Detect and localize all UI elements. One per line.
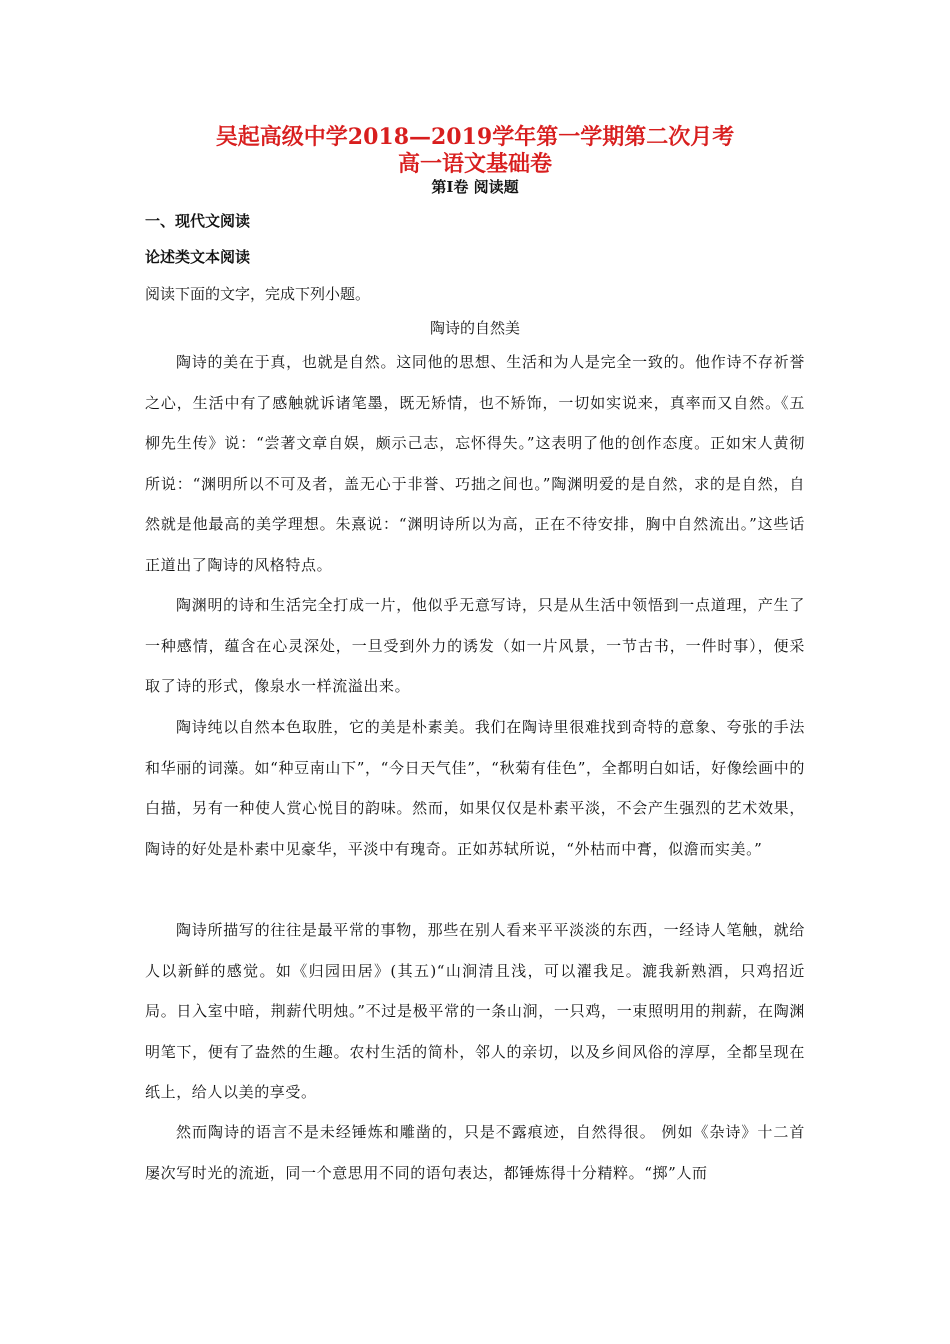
part-heading: 一、现代文阅读 [145, 212, 251, 230]
essay-paragraph-4: 陶诗所描写的往往是最平常的事物，那些在别人看来平平淡淡的东西，一经诗人笔触，就给人以新鲜的感觉。如《归园田居》(其五)“山涧清且浅，可以濯我足。漉我新熟酒，只鸡招近局。日入室中暗，荆薪代明烛。”不过是极平常的一条山涧，一只鸡，一束照明用的荆薪，在陶渊明笔下，便有了盎然的生趣。农村生活的简朴，邻人的亲切，以及乡间风俗的淳厚，全都呈现在纸上，给人以美的享受。 [145, 921, 805, 1101]
essay-paragraph-1: 陶诗的美在于真，也就是自然。这同他的思想、生活和为人是完全一致的。他作诗不存祈誉之心，生活中有了感触就诉诸笔墨，既无矫情，也不矫饰，一切如实说来，真率而又自然。《五柳先生传》说：“尝著文章自娱，颇示己志，忘怀得失。”这表明了他的创作态度。正如宋人黄彻所说：“渊明所以不可及者，盖无心于非誉、巧拙之间也。”陶渊明爱的是自然，求的是自然，自然就是他最高的美学理想。朱熹说：“渊明诗所以为高，正在不待安排，胸中自然流出。”这些话正道出了陶诗的风格特点。 [145, 353, 805, 574]
essay-paragraph-3: 陶诗纯以自然本色取胜，它的美是朴素美。我们在陶诗里很难找到奇特的意象、夸张的手法和华丽的词藻。如“种豆南山下”，“今日天气佳”，“秋菊有佳色”，全都明白如话，好像绘画中的白描，另有一种使人赏心悦目的韵味。然而，如果仅仅是朴素平淡，不会产生强烈的艺术效果，陶诗的好处是朴素中见豪华，平淡中有瑰奇。正如苏轼所说，“外枯而中膏，似澹而实美。” [145, 718, 805, 858]
essay-title: 陶诗的自然美 [429, 319, 520, 337]
instruction-text: 阅读下面的文字，完成下列小题。 [145, 285, 371, 303]
essay-paragraph-5: 然而陶诗的语言不是未经锤炼和雕凿的，只是不露痕迹，自然得很。 例如《杂诗》十二首屡次写时光的流逝，同一个意思用不同的语句表达，都锤炼得十分精粹。“掷”人而 [145, 1123, 805, 1182]
sub-heading: 论述类文本阅读 [145, 248, 251, 266]
volume-label: 第Ⅰ卷 阅读题 [431, 178, 519, 196]
exam-subtitle: 高一语文基础卷 [397, 151, 552, 177]
exam-title: 吴起高级中学2018—2019学年第一学期第二次月考 [215, 124, 735, 150]
essay-paragraph-2: 陶渊明的诗和生活完全打成一片，他似乎无意写诗，只是从生活中领悟到一点道理，产生了一种感情，蕴含在心灵深处，一旦受到外力的诱发（如一片风景，一节古书，一件时事），便采取了诗的形式，像泉水一样流溢出来。 [145, 596, 805, 695]
